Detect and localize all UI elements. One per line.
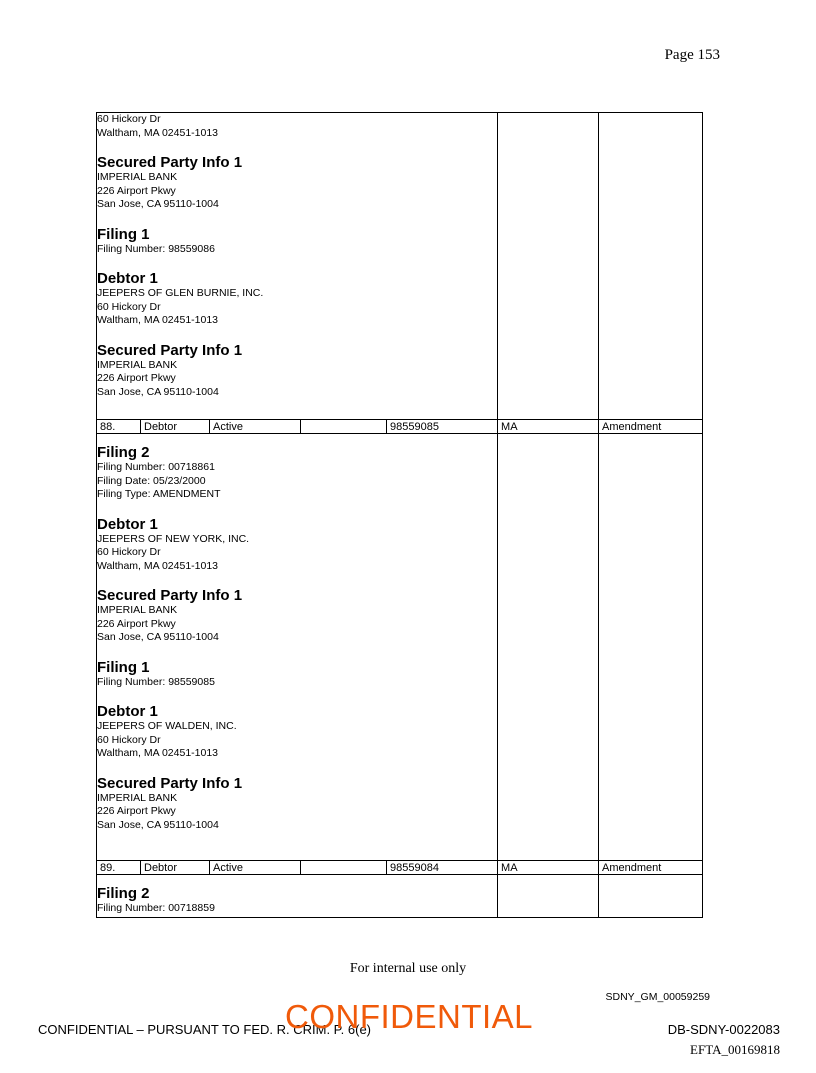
info-line: Waltham, MA 02451-1013 [97,747,219,759]
section-heading: Secured Party Info 1 [97,341,243,359]
section-heading: Secured Party Info 1 [97,154,243,171]
info-line: Filing Number: 98559086 [97,242,215,255]
row-blank [301,420,387,434]
row-type: Amendment [599,861,703,875]
row-filing-number: 98559085 [387,420,498,434]
info-line: Filing Number: 00718861 [97,461,215,473]
detail-row-89 [97,875,703,918]
section-heading: Filing 1 [97,225,150,243]
info-line: JEEPERS OF WALDEN, INC. [97,720,237,732]
section-heading: Filing 2 [97,885,150,902]
row-state: MA [498,420,599,434]
section-heading: Filing 2 [97,444,150,461]
info-line: Filing Number: 98559085 [97,675,215,688]
confidential-notice: CONFIDENTIAL – PURSUANT TO FED. R. CRIM. P. 6(e) [38,1022,372,1037]
table-row [97,420,703,434]
type-cell [599,875,703,918]
efta-id: EFTA_00169818 [690,1042,780,1057]
info-line: Filing Date: 05/23/2000 [97,474,206,487]
detail-row-top [97,113,703,420]
info-line: JEEPERS OF GLEN BURNIE, INC. [97,287,264,299]
row-number: 89. [97,861,141,875]
row-state: MA [498,861,599,875]
section-heading: Secured Party Info 1 [97,587,243,604]
info-line: Filing Type: AMENDMENT [97,488,221,500]
info-line: IMPERIAL BANK [97,171,178,183]
page-number: Page 153 [664,47,720,63]
table-row [97,861,703,875]
section-heading: Debtor 1 [97,515,158,533]
info-line: San Jose, CA 95110-1004 [97,818,219,831]
detail-cell [97,875,498,918]
row-status: Active [210,861,301,875]
row-role: Debtor [141,861,210,875]
row-role: Debtor [141,420,210,434]
row-filing-number: 98559084 [387,861,498,875]
info-line: JEEPERS OF NEW YORK, INC. [97,532,250,545]
info-line: 226 Airport Pkwy [97,372,176,384]
info-line: San Jose, CA 95110-1004 [97,631,219,643]
internal-use-notice: For internal use only [349,961,467,976]
section-heading: Secured Party Info 1 [97,774,243,792]
detail-row-88 [97,434,703,861]
info-line: IMPERIAL BANK [97,604,178,616]
section-heading: Debtor 1 [97,270,158,287]
state-cell [498,113,599,420]
info-line: 60 Hickory Dr [97,733,161,746]
bates-number: SDNY_GM_00059259 [605,991,710,1003]
info-line: Filing Number: 00718859 [97,902,215,914]
info-line: Waltham, MA 02451-1013 [97,559,219,572]
row-blank [301,861,387,875]
section-heading: Filing 1 [97,658,150,676]
records-table [96,112,703,918]
info-line: 226 Airport Pkwy [97,617,176,630]
address-line: Waltham, MA 02451-1013 [97,126,219,139]
info-line: San Jose, CA 95110-1004 [97,385,219,398]
state-cell [498,875,599,918]
info-line: 60 Hickory Dr [97,546,161,558]
row-type: Amendment [599,420,703,434]
state-cell [498,434,599,861]
info-line: Waltham, MA 02451-1013 [97,314,219,326]
confidential-stamp: CONFIDENTIAL [285,998,534,1035]
section-heading: Debtor 1 [97,703,158,720]
row-number: 88. [97,420,141,434]
detail-cell [97,434,498,861]
address-line: 60 Hickory Dr [97,113,161,125]
info-line: 226 Airport Pkwy [97,184,176,197]
info-line: IMPERIAL BANK [97,791,178,804]
document-id: DB-SDNY-0022083 [667,1022,780,1037]
info-line: San Jose, CA 95110-1004 [97,198,219,210]
type-cell [599,113,703,420]
info-line: IMPERIAL BANK [97,358,178,371]
info-line: 226 Airport Pkwy [97,805,176,817]
type-cell [599,434,703,861]
row-status: Active [210,420,301,434]
detail-cell [97,113,498,420]
info-line: 60 Hickory Dr [97,300,161,313]
